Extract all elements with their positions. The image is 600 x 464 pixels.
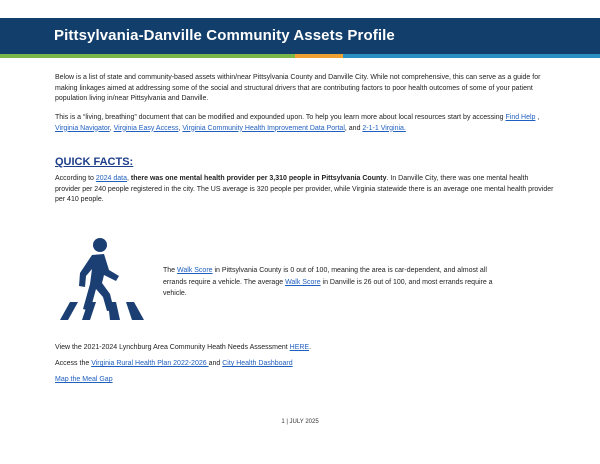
- find-help-link[interactable]: Find Help: [505, 114, 536, 121]
- assessment-line: [55, 343, 311, 353]
- link-separator: ,: [109, 124, 114, 132]
- link-separator: , and: [344, 124, 363, 132]
- assessment-text: View the 2021-2024 Lynchburg Area Community Heath Needs Assessment: [55, 344, 290, 351]
- walk-pre: The: [163, 267, 178, 274]
- quick-facts-paragraph: [55, 174, 555, 206]
- pedestrian-crosswalk-icon: [52, 236, 152, 320]
- access-text: Access the: [55, 360, 92, 367]
- link-separator: ,: [178, 124, 183, 132]
- intro-section: [55, 73, 555, 105]
- quick-facts-sep: ,: [127, 175, 131, 182]
- quick-facts-section: [55, 174, 555, 206]
- walk-end: in Danville is 26 out of 100, and most errands require a vehicle.: [163, 278, 493, 297]
- quick-facts-pre: According to: [55, 175, 96, 182]
- access-line: [55, 359, 293, 369]
- living-document-text: This is a “living, breathing” document that can be modified and expounded upon. To help you learn more about local resources start by accessing: [55, 114, 504, 121]
- assessment-here-link[interactable]: HERE: [289, 344, 310, 351]
- page-footer: 1 | JULY 2025: [281, 419, 319, 425]
- accent-stripe-green: [0, 54, 295, 58]
- accent-stripe-orange: [295, 54, 343, 58]
- living-document-section: [55, 113, 555, 134]
- intro-paragraph: Below is a list of state and community-based assets within/near Pittsylvania County and Danville City. While not comprehensive, this can serve as a guide for making linkages aimed at addressing some of the social and structural drivers that are contributing factors to poor health outcomes of some of your patient population living in/near Pittsylvania and Danville.: [55, 74, 541, 102]
- city-health-dashboard-link[interactable]: City Health Dashboard: [222, 360, 293, 367]
- walk-score-link[interactable]: Walk Score: [177, 267, 213, 274]
- map-meal-gap-link[interactable]: Map the Meal Gap: [55, 376, 113, 383]
- data-2024-link[interactable]: 2024 data: [95, 175, 128, 182]
- walk-score-section: [163, 265, 503, 300]
- walk-score-link-danville[interactable]: Walk Score: [285, 278, 321, 286]
- quick-facts-rest: . In Danville City, there was one mental health provider per 240 people registered in the city. The US average is 320 people per provider, while Virginia statewide there is an average one mental health provider per 410 people.: [55, 175, 554, 203]
- page-title: Pittsylvania-Danville Community Assets Profile: [54, 27, 395, 44]
- health-data-portal-link[interactable]: Virginia Community Health Improvement Data Portal: [182, 124, 345, 132]
- living-document-paragraph: [55, 113, 555, 134]
- link-separator: ,: [535, 114, 540, 121]
- virginia-navigator-link[interactable]: Virginia Navigator: [55, 124, 110, 132]
- accent-stripe-blue: [343, 54, 600, 58]
- page-header: [0, 18, 600, 54]
- assessment-period: .: [309, 344, 312, 351]
- quick-facts-highlight: there was one mental health provider per 3,310 people in Pittsylvania County: [130, 175, 387, 182]
- pedestrian-crosswalk-svg: [52, 236, 152, 320]
- walk-mid: in Pittsylvania County is 0 out of 100, meaning the area is car-dependent, and almost all errands require a vehicle. The average: [163, 267, 487, 286]
- quick-facts-heading: QUICK FACTS:: [55, 156, 134, 168]
- meal-gap-line: [55, 375, 113, 385]
- rural-health-plan-link[interactable]: Virginia Rural Health Plan 2022-2026: [91, 360, 209, 367]
- virginia-easy-access-link[interactable]: Virginia Easy Access: [113, 124, 179, 132]
- and-text: and: [208, 360, 223, 367]
- two-one-one-virginia-link[interactable]: 2-1-1 Virginia.: [362, 124, 406, 132]
